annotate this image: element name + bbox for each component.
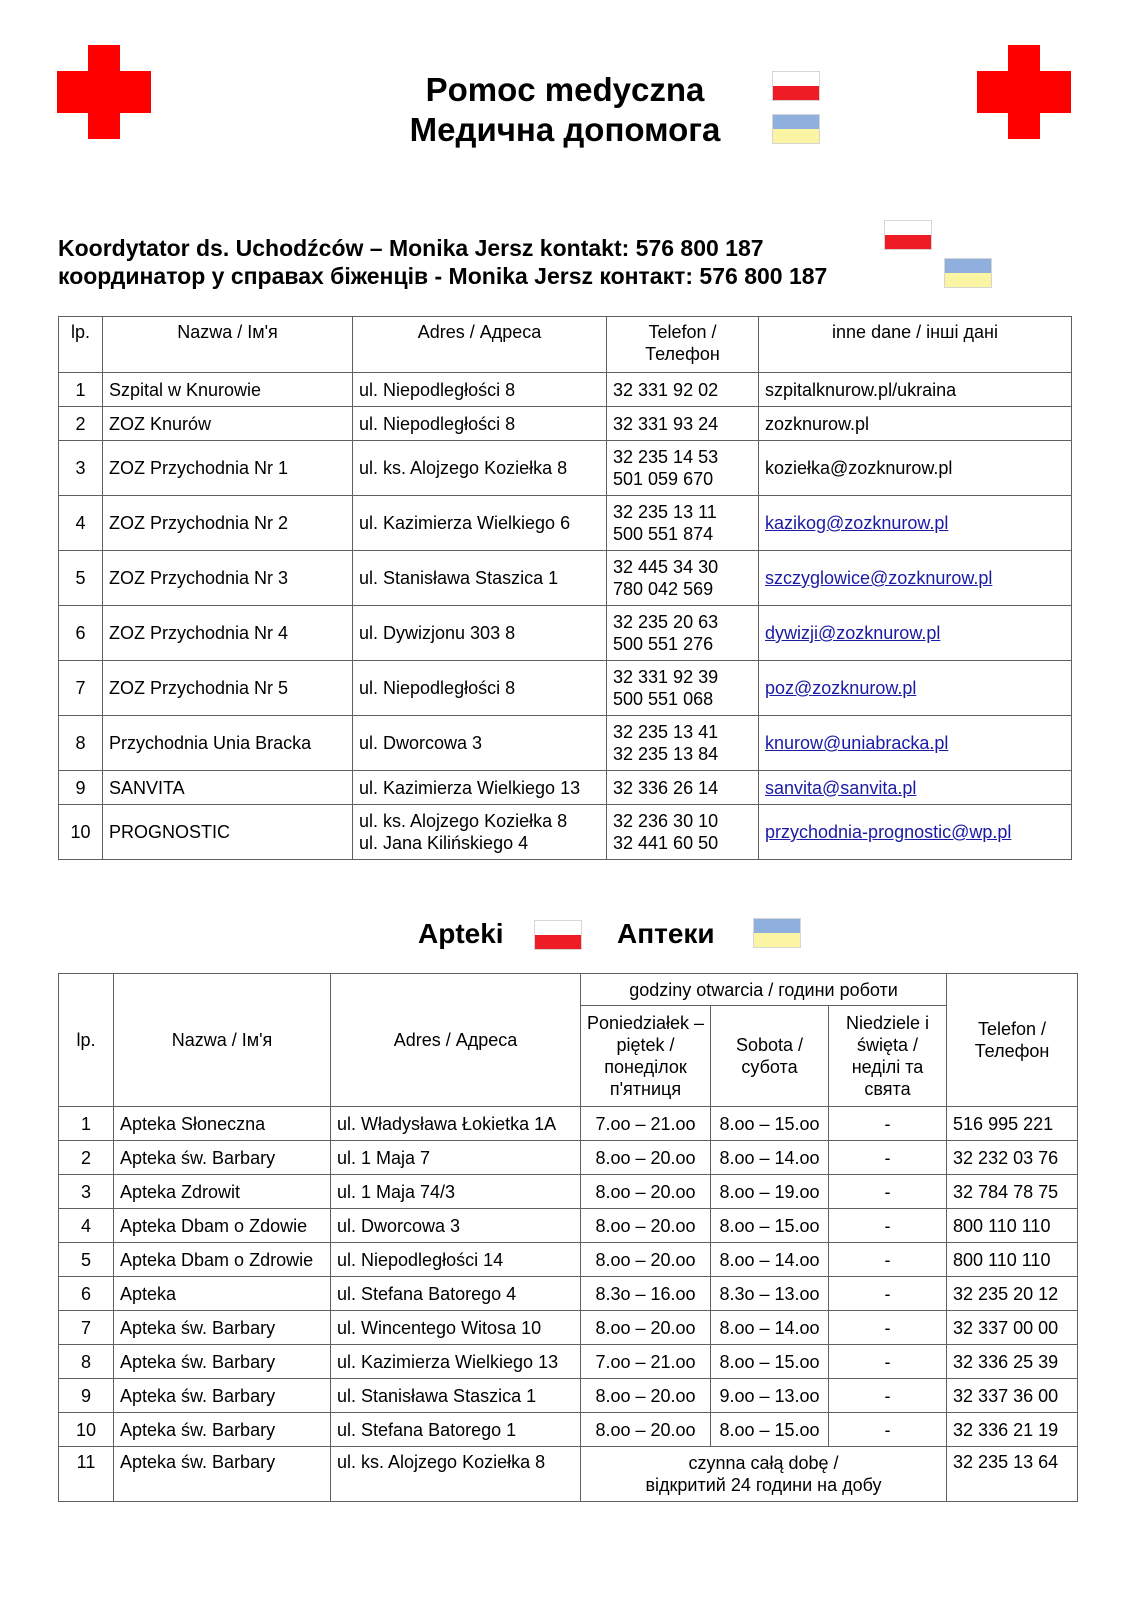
cell-phone xyxy=(607,407,759,441)
cell-phone xyxy=(607,606,759,661)
cell-address xyxy=(353,606,607,661)
cell-lp: 6 xyxy=(59,1277,114,1311)
cell-saturday: 8.oo – 15.oo xyxy=(711,1413,829,1447)
cell-address xyxy=(353,716,607,771)
phone-number: 32 441 60 50 xyxy=(613,833,719,853)
email-link[interactable]: poz@zozknurow.pl xyxy=(765,678,917,698)
page-title-pl: Pomoc medyczna xyxy=(425,71,705,108)
column-header-weekdays: Poniedziałek – piętek / понеділок п'ятниця xyxy=(581,1006,711,1107)
cell-address: ul. Stanisława Staszica 1 xyxy=(331,1379,581,1413)
table-row xyxy=(59,407,1072,441)
cell-phone: 32 337 36 00 xyxy=(947,1379,1078,1413)
info-text: szpitalknurow.pl/ukraina xyxy=(765,379,957,400)
cell-phone xyxy=(607,716,759,771)
table-row xyxy=(59,1243,1078,1277)
table-row xyxy=(59,1107,1078,1141)
table-row xyxy=(59,606,1072,661)
email-link[interactable]: szczyglowice@zozknurow.pl xyxy=(765,568,993,588)
cell-address xyxy=(353,551,607,606)
phone-number: 501 059 670 xyxy=(613,469,714,489)
cell-name: Apteka Dbam o Zdowie xyxy=(114,1209,331,1243)
cell-lp: 8 xyxy=(59,716,103,771)
phone-number: 32 235 20 63 xyxy=(613,612,719,632)
column-header-lp: lp. xyxy=(59,317,103,373)
cell-lp: 10 xyxy=(59,1413,114,1447)
cell-lp: 1 xyxy=(59,1107,114,1141)
table-row xyxy=(59,1277,1078,1311)
table-row xyxy=(59,1311,1078,1345)
table-header-row xyxy=(59,317,1072,373)
cell-phone: 516 995 221 xyxy=(947,1107,1078,1141)
cell-address xyxy=(353,407,607,441)
cell-sunday: - xyxy=(829,1107,947,1141)
cell-lp: 5 xyxy=(59,551,103,606)
column-header-saturday: Sobota / субота xyxy=(711,1006,829,1107)
cell-weekdays: 7.oo – 21.oo xyxy=(581,1345,711,1379)
cell-saturday: 8.oo – 15.oo xyxy=(711,1209,829,1243)
cell-address xyxy=(353,661,607,716)
cell-lp: 8 xyxy=(59,1345,114,1379)
cell-name: Apteka św. Barbary xyxy=(114,1447,331,1502)
table-row xyxy=(59,1141,1078,1175)
cell-other xyxy=(759,407,1072,441)
address-line: ul. Jana Kilińskiego 4 xyxy=(359,833,529,853)
cell-name: Apteka Słoneczna xyxy=(114,1107,331,1141)
cell-name: Apteka xyxy=(114,1277,331,1311)
cell-name: Apteka św. Barbary xyxy=(114,1345,331,1379)
cell-name: SANVITA xyxy=(103,771,353,805)
ukraine-flag-icon xyxy=(944,258,992,288)
column-header-other: inne dane / інші дані xyxy=(759,317,1072,373)
address-line: ul. Niepodległości 8 xyxy=(359,678,516,698)
ukraine-flag-icon xyxy=(772,114,820,144)
cell-name: Apteka św. Barbary xyxy=(114,1413,331,1447)
cell-lp: 4 xyxy=(59,1209,114,1243)
cell-phone: 32 232 03 76 xyxy=(947,1141,1078,1175)
cell-other xyxy=(759,661,1072,716)
cell-sunday: - xyxy=(829,1311,947,1345)
table-row xyxy=(59,716,1072,771)
cell-name: PROGNOSTIC xyxy=(103,805,353,860)
cell-phone xyxy=(607,551,759,606)
cell-other xyxy=(759,606,1072,661)
cell-lp: 7 xyxy=(59,661,103,716)
cell-phone xyxy=(607,805,759,860)
poland-flag-icon xyxy=(772,71,820,101)
column-header-hours-group: godziny otwarcia / години роботи xyxy=(581,974,947,1006)
ukraine-flag-icon xyxy=(753,918,801,948)
cell-phone: 32 784 78 75 xyxy=(947,1175,1078,1209)
phone-number: 500 551 068 xyxy=(613,689,714,709)
column-header-phone: Telefon / Телефон xyxy=(947,974,1078,1107)
table-row xyxy=(59,1413,1078,1447)
coordinator-line-pl: Koordytator ds. Uchodźców – Monika Jersz kontakt: 576 800 187 xyxy=(58,235,764,261)
table-row xyxy=(59,1447,1078,1502)
cell-phone xyxy=(607,496,759,551)
coordinator-line-ua: координатор у справах біженців - Monika Jersz контакт: 576 800 187 xyxy=(58,263,828,289)
cell-saturday: 9.oo – 13.oo xyxy=(711,1379,829,1413)
cell-address xyxy=(353,496,607,551)
table-row xyxy=(59,1379,1078,1413)
phone-number: 500 551 276 xyxy=(613,634,714,654)
phone-number: 32 331 92 02 xyxy=(613,379,719,400)
cell-weekdays: 8.oo – 20.oo xyxy=(581,1413,711,1447)
address-line: ul. ks. Alojzego Koziełka 8 xyxy=(359,811,568,831)
address-line: ul. Kazimierza Wielkiego 13 xyxy=(359,777,581,798)
cell-phone: 32 235 20 12 xyxy=(947,1277,1078,1311)
column-header-name: Nazwa / Ім'я xyxy=(114,974,331,1107)
cell-lp: 4 xyxy=(59,496,103,551)
phone-number: 32 235 14 53 xyxy=(613,447,719,467)
cell-weekdays: 8.oo – 20.oo xyxy=(581,1379,711,1413)
cell-sunday: - xyxy=(829,1141,947,1175)
open-24h-line-pl: czynna całą dobę / xyxy=(688,1453,839,1473)
table-row xyxy=(59,771,1072,805)
medical-help-table xyxy=(58,316,1072,860)
table-header-row xyxy=(59,974,1078,1006)
cell-lp: 3 xyxy=(59,441,103,496)
phone-number: 32 236 30 10 xyxy=(613,811,719,831)
column-header-sunday: Niedziele i święta / неділі та свята xyxy=(829,1006,947,1107)
column-header-address: Adres / Адреса xyxy=(353,317,607,373)
cell-address xyxy=(353,441,607,496)
cell-phone: 32 235 13 64 xyxy=(947,1447,1078,1502)
cell-other xyxy=(759,373,1072,407)
cell-saturday: 8.oo – 14.oo xyxy=(711,1243,829,1277)
cell-address: ul. Niepodległości 14 xyxy=(331,1243,581,1277)
cell-sunday: - xyxy=(829,1413,947,1447)
cell-sunday: - xyxy=(829,1345,947,1379)
cell-name: Szpital w Knurowie xyxy=(103,373,353,407)
cell-name: ZOZ Przychodnia Nr 4 xyxy=(103,606,353,661)
cell-address: ul. ks. Alojzego Koziełka 8 xyxy=(331,1447,581,1502)
cell-weekdays: 7.oo – 21.oo xyxy=(581,1107,711,1141)
column-header-address: Adres / Адреса xyxy=(331,974,581,1107)
cell-address xyxy=(353,373,607,407)
cell-sunday: - xyxy=(829,1209,947,1243)
cell-address: ul. Stefana Batorego 1 xyxy=(331,1413,581,1447)
cell-weekdays: 8.3o – 16.oo xyxy=(581,1277,711,1311)
cell-address: ul. Kazimierza Wielkiego 13 xyxy=(331,1345,581,1379)
table-row xyxy=(59,496,1072,551)
cell-address: ul. Wincentego Witosa 10 xyxy=(331,1311,581,1345)
cell-other xyxy=(759,496,1072,551)
cell-weekdays: 8.oo – 20.oo xyxy=(581,1141,711,1175)
column-header-name: Nazwa / Ім'я xyxy=(103,317,353,373)
cell-address: ul. Dworcowa 3 xyxy=(331,1209,581,1243)
cell-address: ul. Stefana Batorego 4 xyxy=(331,1277,581,1311)
cell-weekdays: 8.oo – 20.oo xyxy=(581,1175,711,1209)
cell-lp: 2 xyxy=(59,407,103,441)
cell-phone: 32 336 21 19 xyxy=(947,1413,1078,1447)
cell-phone xyxy=(607,771,759,805)
cell-lp: 10 xyxy=(59,805,103,860)
email-link[interactable]: dywizji@zozknurow.pl xyxy=(765,623,941,643)
cell-weekdays: 8.oo – 20.oo xyxy=(581,1243,711,1277)
cell-name: Apteka Zdrowit xyxy=(114,1175,331,1209)
cell-weekdays: 8.oo – 20.oo xyxy=(581,1311,711,1345)
page-title-ua: Медична допомога xyxy=(409,111,721,148)
phone-number: 32 235 13 84 xyxy=(613,744,719,764)
column-header-lp: lp. xyxy=(59,974,114,1107)
cell-name: ZOZ Knurów xyxy=(103,407,353,441)
cell-address: ul. Władysława Łokietka 1A xyxy=(331,1107,581,1141)
cell-name: ZOZ Przychodnia Nr 2 xyxy=(103,496,353,551)
phone-number: 780 042 569 xyxy=(613,579,714,599)
address-line: ul. Dywizjonu 303 8 xyxy=(359,623,516,643)
table-row xyxy=(59,1345,1078,1379)
table-row xyxy=(59,1175,1078,1209)
pharmacies-table xyxy=(58,973,1078,1502)
cell-lp: 9 xyxy=(59,771,103,805)
cell-saturday: 8.oo – 14.oo xyxy=(711,1311,829,1345)
cell-lp: 5 xyxy=(59,1243,114,1277)
cell-sunday: - xyxy=(829,1175,947,1209)
cell-saturday: 8.oo – 15.oo xyxy=(711,1345,829,1379)
phone-number: 32 331 92 39 xyxy=(613,667,719,687)
table-row xyxy=(59,373,1072,407)
address-line: ul. ks. Alojzego Koziełka 8 xyxy=(359,458,568,478)
email-link[interactable]: sanvita@sanvita.pl xyxy=(765,777,917,798)
cell-address xyxy=(353,805,607,860)
cell-saturday: 8.oo – 19.oo xyxy=(711,1175,829,1209)
pharmacies-title-pl: Apteki xyxy=(418,918,504,949)
cell-other xyxy=(759,551,1072,606)
address-line: ul. Dworcowa 3 xyxy=(359,733,483,753)
cell-lp: 11 xyxy=(59,1447,114,1502)
address-line: ul. Niepodległości 8 xyxy=(359,413,516,434)
phone-number: 32 445 34 30 xyxy=(613,557,719,577)
red-cross-icon xyxy=(977,45,1071,139)
email-link[interactable]: kazikog@zozknurow.pl xyxy=(765,513,949,533)
table-row xyxy=(59,805,1072,860)
table-row xyxy=(59,551,1072,606)
cell-lp: 9 xyxy=(59,1379,114,1413)
red-cross-icon xyxy=(57,45,151,139)
cell-weekdays: 8.oo – 20.oo xyxy=(581,1209,711,1243)
cell-sunday: - xyxy=(829,1379,947,1413)
cell-lp: 1 xyxy=(59,373,103,407)
cell-phone xyxy=(607,661,759,716)
cell-name: ZOZ Przychodnia Nr 1 xyxy=(103,441,353,496)
cell-lp: 3 xyxy=(59,1175,114,1209)
cell-name: Apteka św. Barbary xyxy=(114,1141,331,1175)
address-line: ul. Niepodległości 8 xyxy=(359,379,516,400)
pharmacies-title-ua: Аптеки xyxy=(617,918,715,949)
email-link[interactable]: przychodnia-prognostic@wp.pl xyxy=(765,822,1012,842)
phone-number: 32 235 13 11 xyxy=(613,502,717,522)
cell-lp: 2 xyxy=(59,1141,114,1175)
email-link[interactable]: knurow@uniabracka.pl xyxy=(765,733,949,753)
cell-phone: 32 337 00 00 xyxy=(947,1311,1078,1345)
cell-phone xyxy=(607,373,759,407)
column-header-phone: Telefon / Телефон xyxy=(607,317,759,373)
cell-phone xyxy=(607,441,759,496)
cell-address xyxy=(353,771,607,805)
cell-other xyxy=(759,441,1072,496)
cell-name: ZOZ Przychodnia Nr 5 xyxy=(103,661,353,716)
info-text: koziełka@zozknurow.pl xyxy=(765,458,953,478)
cell-address: ul. 1 Maja 7 xyxy=(331,1141,581,1175)
cell-open-24h xyxy=(581,1447,947,1502)
table-row xyxy=(59,1209,1078,1243)
phone-number: 32 235 13 41 xyxy=(613,722,719,742)
cell-saturday: 8.oo – 14.oo xyxy=(711,1141,829,1175)
address-line: ul. Stanisława Staszica 1 xyxy=(359,568,559,588)
cell-other xyxy=(759,716,1072,771)
cell-phone: 800 110 110 xyxy=(947,1243,1078,1277)
info-text: zozknurow.pl xyxy=(765,413,870,434)
cell-phone: 800 110 110 xyxy=(947,1209,1078,1243)
cell-sunday: - xyxy=(829,1243,947,1277)
cell-saturday: 8.3o – 13.oo xyxy=(711,1277,829,1311)
cell-other xyxy=(759,771,1072,805)
cell-name: Przychodnia Unia Bracka xyxy=(103,716,353,771)
phone-number: 32 336 26 14 xyxy=(613,777,719,798)
table-row xyxy=(59,661,1072,716)
cell-name: Apteka Dbam o Zdrowie xyxy=(114,1243,331,1277)
cell-lp: 7 xyxy=(59,1311,114,1345)
cell-other xyxy=(759,805,1072,860)
poland-flag-icon xyxy=(534,920,582,950)
cell-phone: 32 336 25 39 xyxy=(947,1345,1078,1379)
cell-sunday: - xyxy=(829,1277,947,1311)
cell-name: Apteka św. Barbary xyxy=(114,1379,331,1413)
cell-name: ZOZ Przychodnia Nr 3 xyxy=(103,551,353,606)
cell-saturday: 8.oo – 15.oo xyxy=(711,1107,829,1141)
phone-number: 500 551 874 xyxy=(613,524,714,544)
open-24h-line-ua: відкритий 24 години на добу xyxy=(645,1475,882,1495)
poland-flag-icon xyxy=(884,220,932,250)
phone-number: 32 331 93 24 xyxy=(613,413,719,434)
cell-name: Apteka św. Barbary xyxy=(114,1311,331,1345)
address-line: ul. Kazimierza Wielkiego 6 xyxy=(359,513,571,533)
cell-lp: 6 xyxy=(59,606,103,661)
cell-address: ul. 1 Maja 74/3 xyxy=(331,1175,581,1209)
table-row xyxy=(59,441,1072,496)
